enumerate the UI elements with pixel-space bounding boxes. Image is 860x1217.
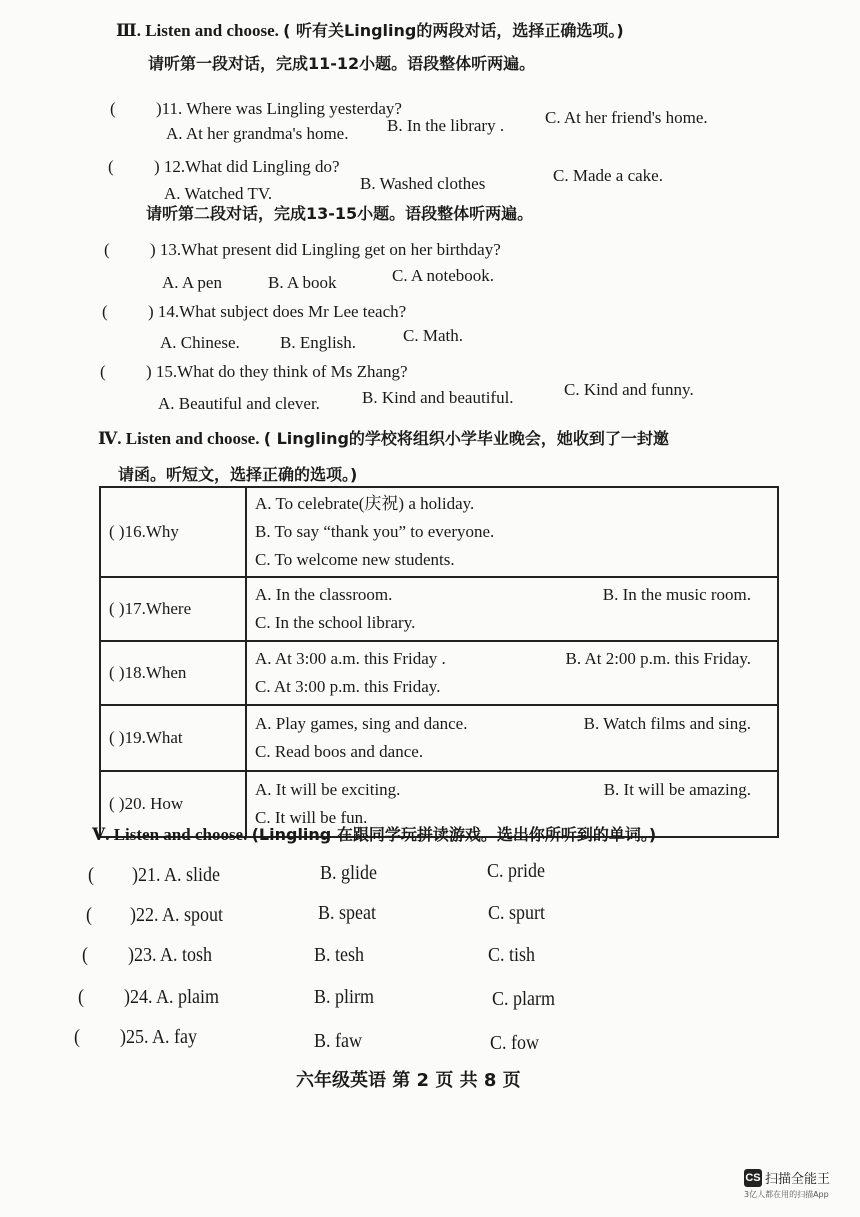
q25-option-c: C. fow: [490, 1032, 540, 1054]
q17-option-c: C. In the school library.: [255, 613, 416, 632]
q24-option-b: B. plirm: [314, 986, 375, 1008]
table-row-19: [100, 705, 778, 771]
q18-label: ( )18.When: [100, 641, 246, 705]
table-row-17: [100, 577, 778, 641]
section3-note1: 请听第一段对话，完成11-12小题。语段整体听两遍。: [148, 54, 536, 73]
page-footer: 六年级英语 第 2 页 共 8 页: [296, 1070, 521, 1091]
q19-option-a: A. Play games, sing and dance.: [255, 714, 468, 733]
q18-option-c: C. At 3:00 p.m. this Friday.: [255, 677, 441, 696]
section3-note2: 请听第二段对话，完成13-15小题。语段整体听两遍。: [146, 204, 534, 223]
q21-option-c: C. pride: [487, 860, 545, 882]
q20-option-b: B. It will be amazing.: [603, 780, 751, 799]
q23-option-c: C. tish: [488, 944, 536, 966]
q12-option-b: B. Washed clothes: [360, 174, 486, 193]
q12-option-a: A. Watched TV.: [164, 184, 273, 203]
q20-option-c: C. It will be fun.: [255, 808, 368, 827]
scanner-watermark: [744, 1168, 830, 1200]
q16-option-b: B. To say “thank you” to everyone.: [255, 522, 495, 541]
q23-option-b: B. tesh: [314, 944, 365, 966]
q18-option-a: A. At 3:00 a.m. this Friday .: [255, 649, 446, 668]
q11-option-c: C. At her friend's home.: [545, 108, 708, 127]
q16-option-c: C. To welcome new students.: [255, 550, 455, 569]
q24-option-c: C. plarm: [492, 988, 555, 1010]
q25-option-b: B. faw: [314, 1030, 362, 1052]
q22-option-c: C. spurt: [488, 902, 546, 924]
watermark-tagline: 3亿人都在用的扫描App: [744, 1190, 829, 1200]
section4-table: [99, 486, 779, 838]
section3-heading: Ⅲ. Listen and choose. ( 听有关Lingling的两段对话，选择正确选项。): [116, 21, 624, 40]
q16-label: ( )16.Why: [100, 487, 246, 577]
q14-option-a: A. Chinese.: [160, 333, 240, 352]
q18-option-b: B. At 2:00 p.m. this Friday.: [565, 649, 751, 668]
section4-instruction-cont: 请函。听短文，选择正确的选项。): [118, 465, 358, 484]
camscanner-logo-icon: CS: [744, 1169, 762, 1187]
question-15: ( ) 15.What do they think of Ms Zhang?: [100, 362, 408, 381]
q21-option-b: B. glide: [320, 862, 378, 884]
q25-paren: (: [74, 1026, 81, 1048]
q23-paren: (: [82, 944, 89, 966]
q21-paren: (: [88, 864, 95, 886]
q24-paren: (: [78, 986, 85, 1008]
q17-label: ( )17.Where: [100, 577, 246, 641]
q14-option-b: B. English.: [280, 333, 357, 352]
q13-option-a: A. A pen: [162, 273, 222, 292]
q22-option-b: B. speat: [318, 902, 376, 924]
q14-option-c: C. Math.: [403, 326, 463, 345]
q16-option-a: A. To celebrate(庆祝) a holiday.: [255, 494, 475, 513]
q12-option-c: C. Made a cake.: [553, 166, 663, 185]
q25-option-a: )25. A. fay: [120, 1026, 197, 1048]
q20-option-a: A. It will be exciting.: [255, 780, 401, 799]
q20-label: ( )20. How: [100, 771, 246, 837]
question-12: ( ) 12.What did Lingling do?: [108, 157, 340, 176]
section4-heading: Ⅳ. Listen and choose. ( Lingling的学校将组织小学毕业晚会，她收到了一封邀: [98, 429, 669, 448]
q15-option-b: B. Kind and beautiful.: [362, 388, 514, 407]
table-row-16: [100, 487, 778, 577]
q22-paren: (: [86, 904, 93, 926]
q21-option-a: )21. A. slide: [132, 864, 221, 886]
table-row-18: [100, 641, 778, 705]
watermark-name: 扫描全能王: [765, 1172, 831, 1187]
q11-option-a: A. At her grandma's home.: [166, 124, 349, 143]
q13-option-b: B. A book: [268, 273, 337, 292]
q19-option-c: C. Read boos and dance.: [255, 742, 424, 761]
q19-option-b: B. Watch films and sing.: [583, 714, 751, 733]
question-14: ( ) 14.What subject does Mr Lee teach?: [102, 302, 407, 321]
q17-option-a: A. In the classroom.: [255, 585, 393, 604]
q11-option-b: B. In the library .: [387, 116, 505, 135]
question-13: ( ) 13.What present did Lingling get on her birthday?: [104, 240, 501, 259]
q15-option-a: A. Beautiful and clever.: [158, 394, 320, 413]
question-11: ( )11. Where was Lingling yesterday?: [110, 99, 402, 118]
q15-option-c: C. Kind and funny.: [564, 380, 694, 399]
q17-option-b: B. In the music room.: [602, 585, 751, 604]
q24-option-a: )24. A. plaim: [124, 986, 219, 1008]
q22-option-a: )22. A. spout: [130, 904, 224, 926]
section5-heading: Ⅴ. Listen and choose. (Lingling 在跟同学玩拼读游戏。选出你所听到的单词。): [92, 825, 657, 844]
q23-option-a: )23. A. tosh: [128, 944, 213, 966]
q13-option-c: C. A notebook.: [392, 266, 495, 285]
q19-label: ( )19.What: [100, 705, 246, 771]
